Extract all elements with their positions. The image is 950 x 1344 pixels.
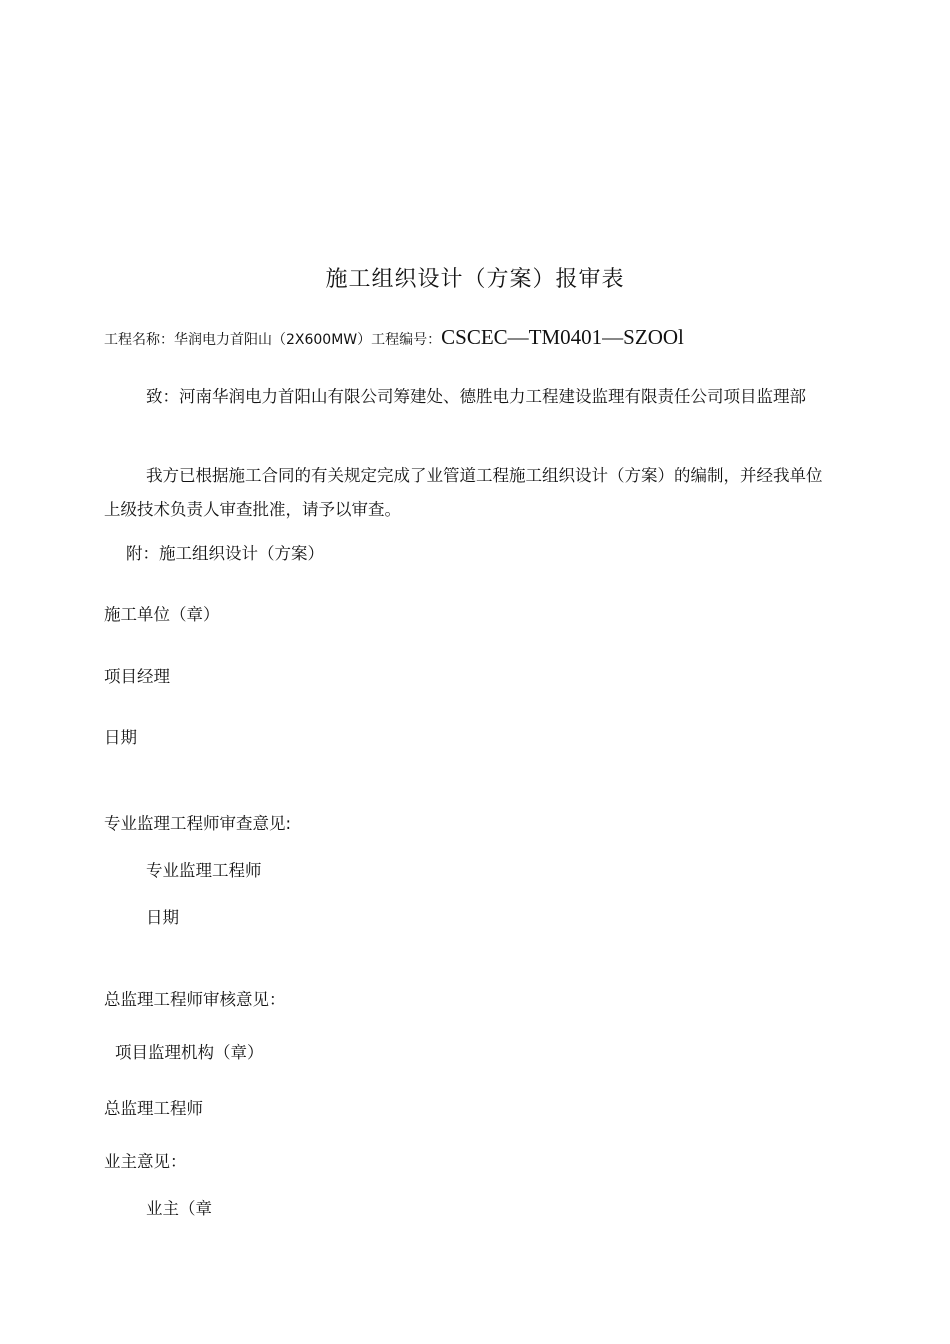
project-code-label: 工程编号： xyxy=(371,332,442,348)
owner-opinion-heading: 业主意见： xyxy=(104,1152,187,1171)
supervision-org-label: 项目监理机构（章） xyxy=(115,1043,264,1062)
owner-seal-label: 业主（章 xyxy=(146,1199,212,1218)
project-info-line xyxy=(104,325,684,350)
project-code-value: CSCEC—TM0401—SZOOl xyxy=(441,325,684,349)
project-name-label: 工程名称： xyxy=(104,332,174,348)
project-name-value: 华润电力首阳山（2X600MW） xyxy=(174,332,372,348)
contractor-unit-label: 施工单位（章） xyxy=(104,605,220,624)
chief-review-heading: 总监理工程师审核意见： xyxy=(104,990,286,1009)
submission-paragraph: 我方已根据施工合同的有关规定完成了业管道工程施工组织设计（方案）的编制，并经我单位上级技术负责人审查批准，请予以审查。 xyxy=(104,466,823,519)
chief-engineer-label: 总监理工程师 xyxy=(104,1099,203,1118)
form-title: 施工组织设计（方案）报审表 xyxy=(325,267,625,292)
addressee-paragraph: 致：河南华润电力首阳山有限公司筹建处、德胜电力工程建设监理有限责任公司项目监理部 xyxy=(146,387,806,406)
contractor-date-label: 日期 xyxy=(104,728,137,747)
specialist-engineer-label: 专业监理工程师 xyxy=(146,861,262,880)
attachment-line: 附：施工组织设计（方案） xyxy=(126,544,324,563)
specialist-review-heading: 专业监理工程师审查意见: xyxy=(104,814,292,833)
project-manager-label: 项目经理 xyxy=(104,667,170,686)
specialist-date-label: 日期 xyxy=(146,908,179,927)
